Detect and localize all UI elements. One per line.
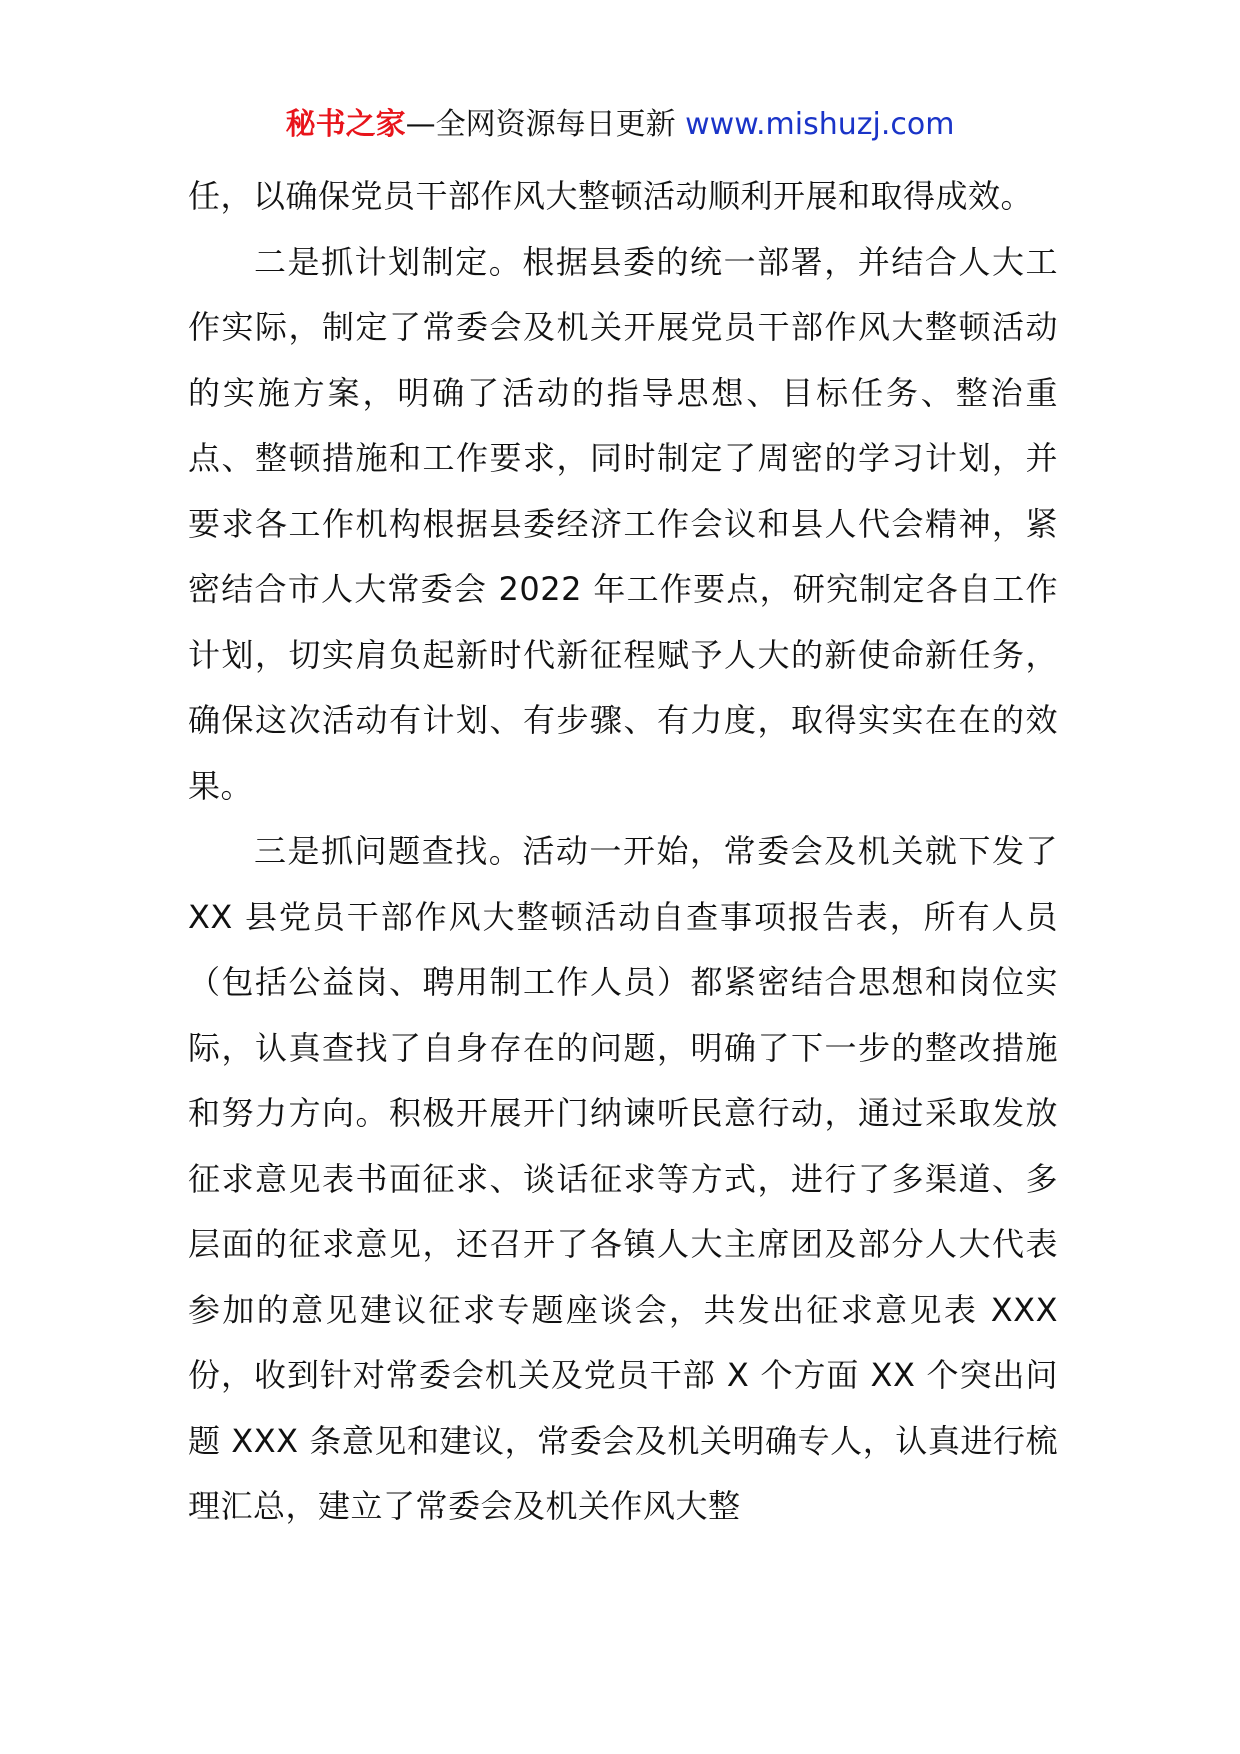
header-tagline: —全网资源每日更新 xyxy=(405,107,686,142)
brand-name: 秘书之家 xyxy=(285,107,406,142)
document-body xyxy=(188,164,1058,1540)
paragraph-problem-finding: 三是抓问题查找。活动一开始，常委会及机关就下发了 XX 县党员干部作风大整顿活动自查事项报告表，所有人员（包括公益岗、聘用制工作人员）都紧密结合思想和岗位实际，认真查找了自身存在的问题，明确了下一步的整改措施和努力方向。积极开展开门纳谏听民意行动，通过采取发放征求意见表书面征求、谈话征求等方式，进行了多渠道、多层面的征求意见，还召开了各镇人大主席团及部分人大代表参加的意见建议征求专题座谈会，共发出征求意见表 XXX 份，收到针对常委会机关及党员干部 X 个方面 XX 个突出问题 XXX 条意见和建议，常委会及机关明确专人，认真进行梳理汇总，建立了常委会及机关作风大整 xyxy=(188,832,1058,1525)
paragraph-plan-formulation: 二是抓计划制定。根据县委的统一部署，并结合人大工作实际，制定了常委会及机关开展党员干部作风大整顿活动的实施方案，明确了活动的指导思想、目标任务、整治重点、整顿措施和工作要求，同时制定了周密的学习计划，并要求各工作机构根据县委经济工作会议和县人代会精神，紧密结合市人大常委会 2022 年工作要点，研究制定各自工作计划，切实肩负起新时代新征程赋予人大的新使命新任务，确保这次活动有计划、有步骤、有力度，取得实实在在的效果。 xyxy=(188,242,1058,805)
website-url[interactable]: www.mishuzj.com xyxy=(685,107,955,142)
site-header xyxy=(0,103,1240,147)
paragraph-continuation: 任，以确保党员干部作风大整顿活动顺利开展和取得成效。 xyxy=(188,177,1034,215)
